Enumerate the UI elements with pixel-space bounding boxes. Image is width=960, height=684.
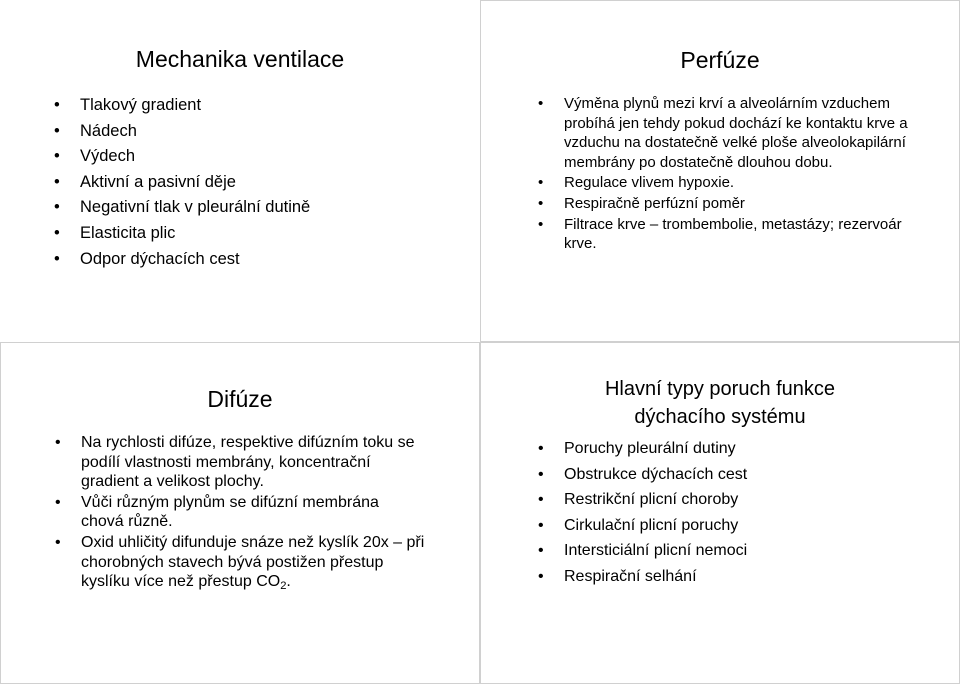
- list-item: [55, 533, 425, 597]
- list-item-suffix: .: [286, 573, 291, 591]
- list-item: • Elasticita plic: [54, 221, 454, 247]
- bullet-list: [538, 94, 938, 255]
- list-item: • Cirkulační plicní poruchy: [538, 513, 938, 539]
- list-item: • Tlakový gradient: [54, 93, 454, 119]
- slide-title: Perfúze: [680, 47, 760, 73]
- list-item: • Obstrukce dýchacích cest: [538, 462, 938, 488]
- list-item: • Negativní tlak v pleurální dutině: [54, 195, 454, 221]
- slide-hlavni-typy-poruch: [480, 342, 960, 684]
- bullet-list: [538, 436, 938, 590]
- bullet-list: [54, 93, 454, 272]
- list-item: • Poruchy pleurální dutiny: [538, 436, 938, 462]
- slide-title: Hlavní typy poruch funkce dýchacího systému: [604, 378, 836, 428]
- list-item: • Vůči různým plynům se difúzní membrána chová různě.: [55, 493, 425, 532]
- list-item: • Na rychlosti difúze, respektive difúzním toku se podílí vlastnosti membrány, koncentrační gradient a velikost plochy.: [55, 433, 425, 492]
- subscript: 2: [280, 579, 287, 592]
- slide-title: Difúze: [207, 386, 273, 412]
- list-item: • Respiračně perfúzní poměr: [538, 194, 938, 214]
- bullet-list: [55, 433, 425, 598]
- list-item: • Aktivní a pasivní děje: [54, 170, 454, 196]
- list-item: • Regulace vlivem hypoxie.: [538, 173, 938, 193]
- list-item: • Restrikční plicní choroby: [538, 487, 938, 513]
- slide-perfuze: [480, 0, 960, 342]
- list-item-text: Oxid uhličitý difunduje snáze než kyslík 20x – při chorobných stavech bývá postižen přestup kyslíku více než přestup CO: [81, 533, 425, 591]
- list-item: • Intersticiální plicní nemoci: [538, 538, 938, 564]
- slide-mechanika-ventilace: [0, 0, 480, 342]
- slide-title: Mechanika ventilace: [135, 46, 345, 72]
- list-item: • Výdech: [54, 144, 454, 170]
- list-item: • Filtrace krve – trombembolie, metastázy; rezervoár krve.: [538, 215, 938, 254]
- slide-difuze: [0, 342, 480, 684]
- list-item: • Respirační selhání: [538, 564, 938, 590]
- list-item: • Odpor dýchacích cest: [54, 247, 454, 273]
- list-item: • Nádech: [54, 119, 454, 145]
- list-item: • Výměna plynů mezi krví a alveolárním vzduchem probíhá jen tehdy pokud dochází ke kontaktu krve a vzduchu na dostatečně velké ploše alveolokapilární membrány po dostatečně dlouhou dobu.: [538, 94, 938, 172]
